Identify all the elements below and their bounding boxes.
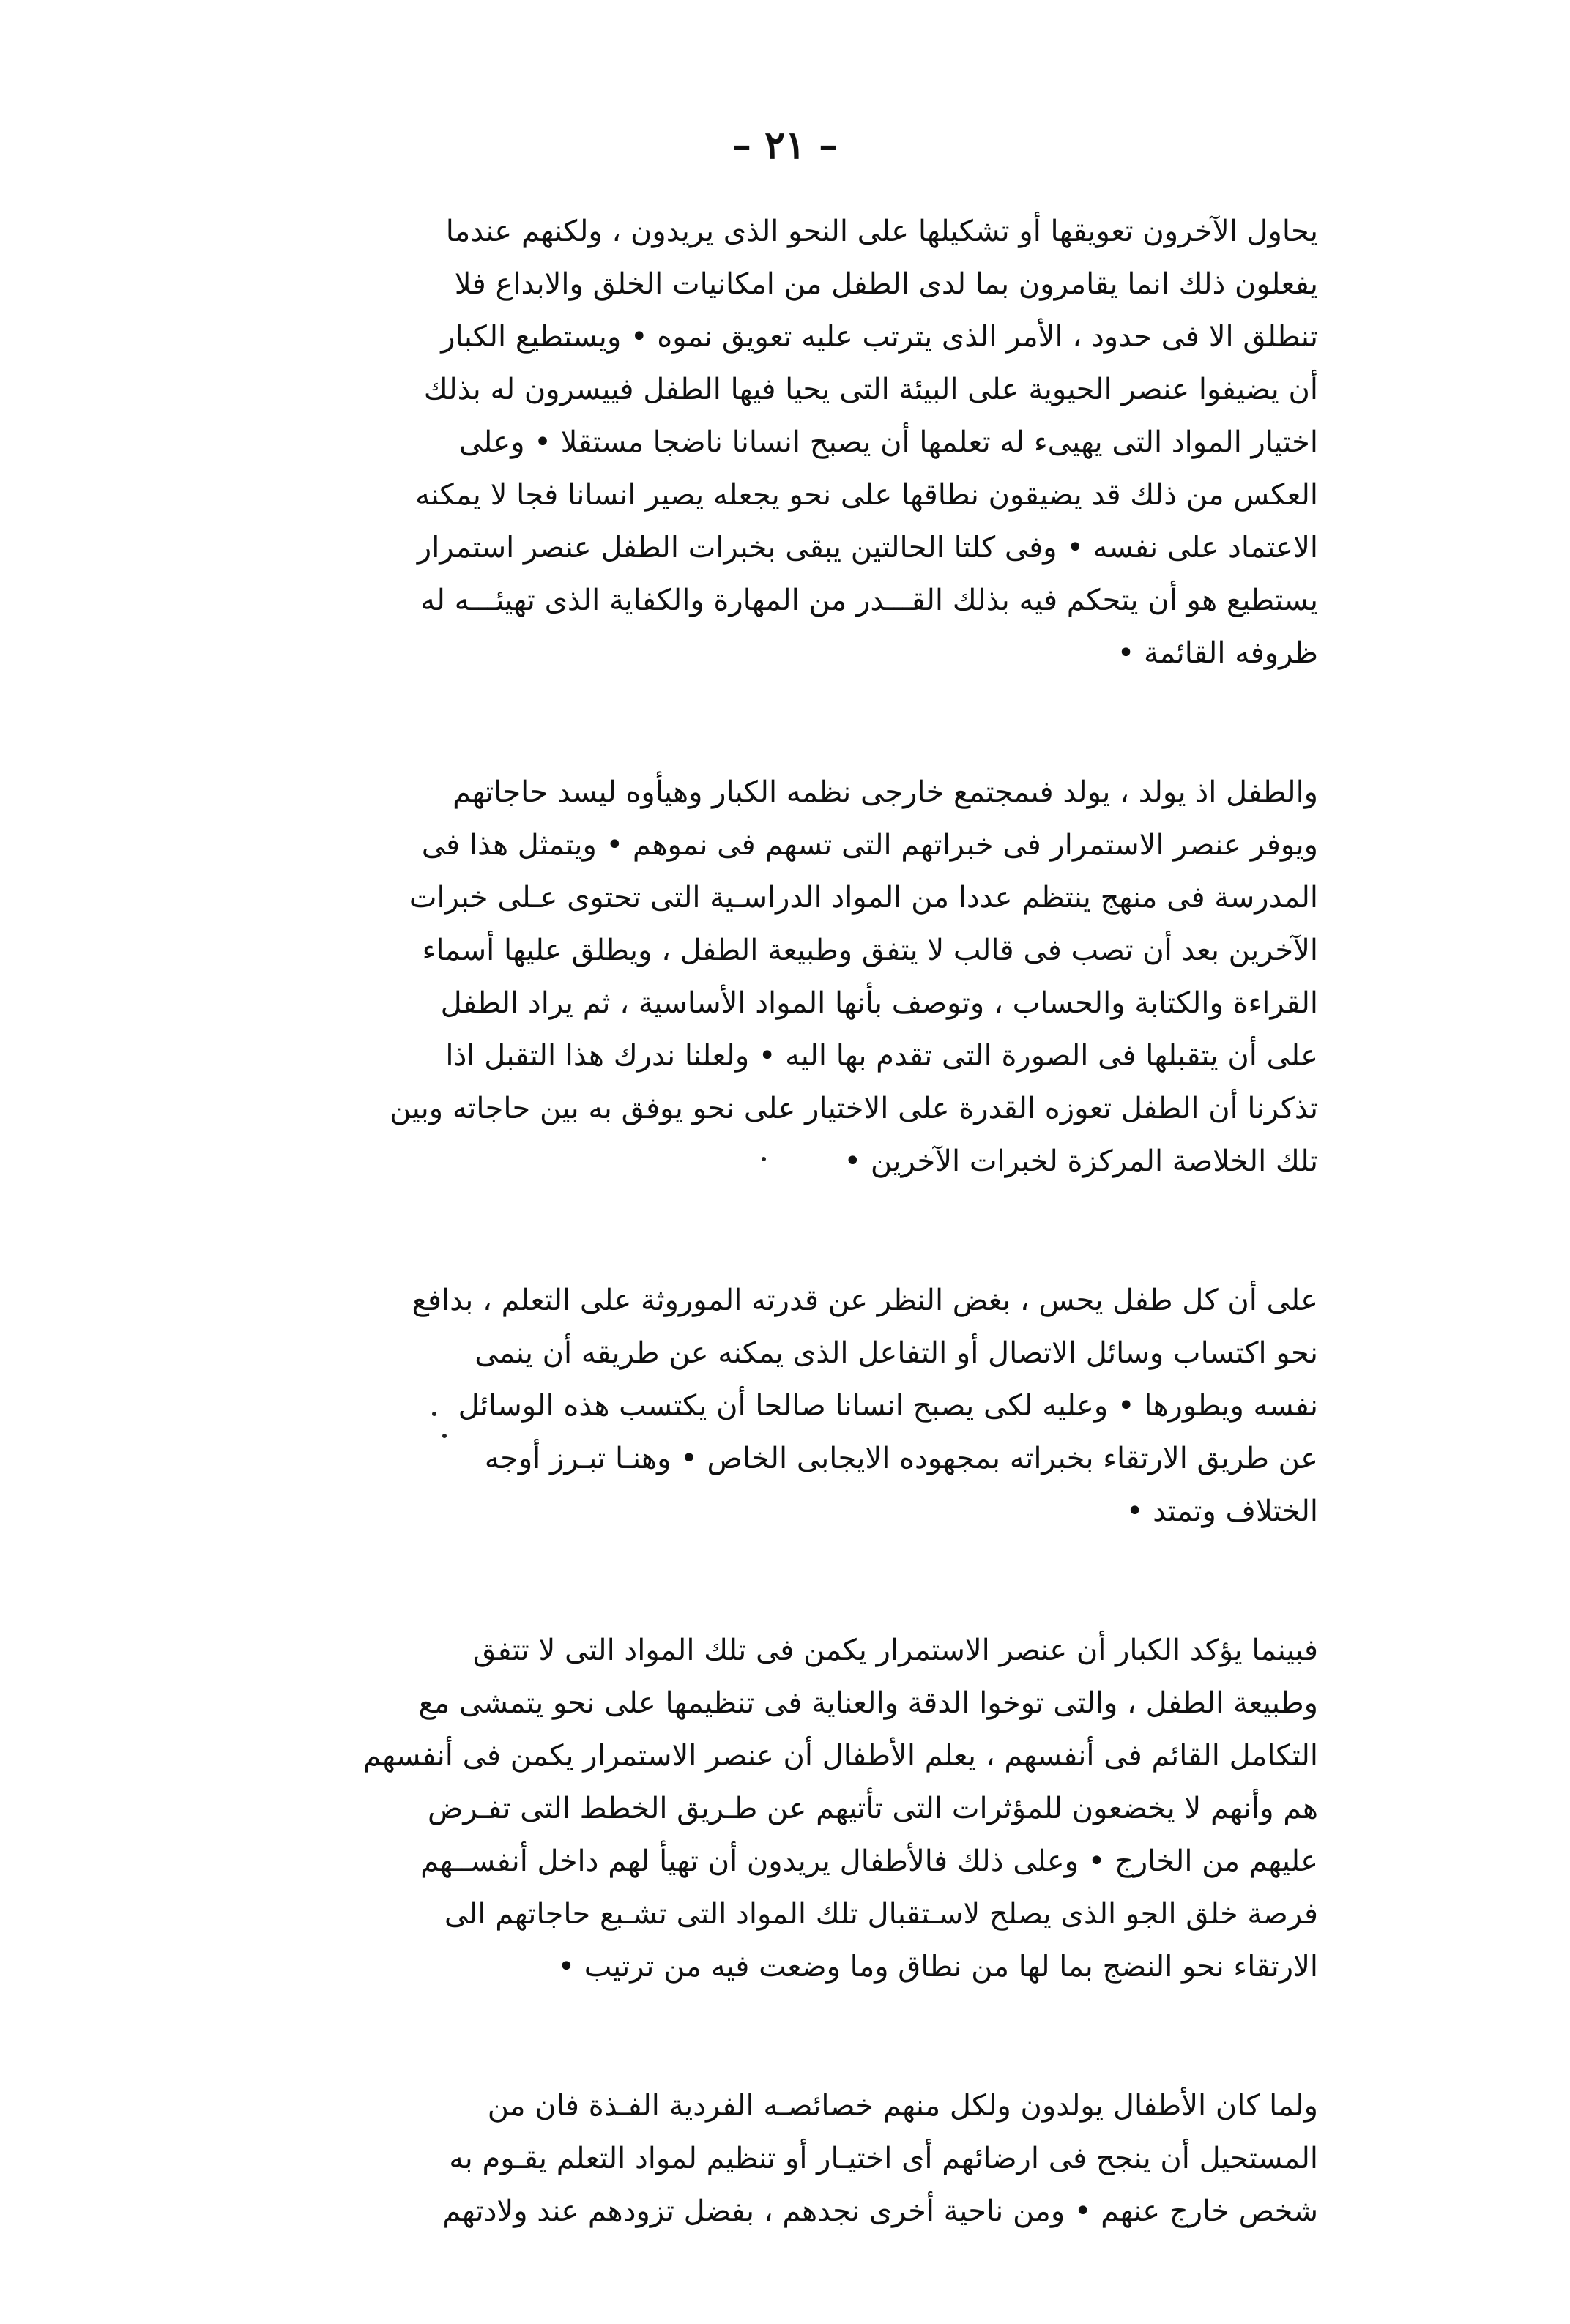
text-line: تلك الخلاصة المركزة لخبرات الآخرين • [844,1144,1318,1178]
text-line: القراءة والكتابة والحساب ، وتوصف بأنها المواد الأساسية ، ثم يراد الطفل [440,986,1318,1020]
text-line: التكامل القائم فى أنفسهم ، يعلم الأطفال أن عنصر الاستمرار يكمن فى أنفسهم [362,1739,1318,1773]
text-line: عن طريق الارتقاء بخبراته بمجهوده الايجابى الخاص • وهنـا تبـرز أوجه [484,1442,1318,1475]
text-line: المدرسة فى منهج ينتظم عددا من المواد الدراسـية التى تحتوى عـلى خبرات [409,881,1318,915]
text-line: عليهم من الخارج • وعلى ذلك فالأطفال يريدون أن تهيأ لهم داخل أنفســهم [420,1844,1318,1878]
text-line: على أن كل طفل يحس ، بغض النظر عن قدرته الموروثة على التعلم ، بدافع [412,1284,1318,1317]
paragraph-3 [220,1274,1318,1538]
text-line: تنطلق الا فى حدود ، الأمر الذى يترتب عليه تعويق نموه • ويستطيع الكبار [441,320,1318,354]
text-line: هم وأنهم لا يخضعون للمؤثرات التى تأتيهم عن طـريق الخطط التى تفـرض [427,1792,1318,1825]
paragraph-2 [220,766,1318,1188]
paragraph-4 [220,1624,1318,1993]
text-line: أن يضيفوا عنصر الحيوية على البيئة التى يحيا فيها الطفل فييسرون له بذلك [423,373,1318,406]
scan-speck [762,1157,766,1161]
text-line: فبينما يؤكد الكبار أن عنصر الاستمرار يكمن فى تلك المواد التى لا تتفق [472,1634,1318,1667]
text-line: يحاول الآخرون تعويقها أو تشكيلها على النحو الذى يريدون ، ولكنهم عندما [445,215,1318,248]
text-line: والطفل اذ يولد ، يولد فىمجتمع خارجى نظمه الكبار وهيأوه ليسد حاجاتهم [453,775,1318,809]
text-line: الختلاف وتمتد • [1126,1494,1318,1528]
page-number: – ٢١ – [732,123,838,168]
text-line: شخص خارج عنهم • ومن ناحية أخرى نجدهم ، بفضل تزودهم عند ولادتهم [442,2194,1318,2228]
text-line: العكس من ذلك قد يضيقون نطاقها على نحو يجعله يصير انسانا فجا لا يمكنه [415,478,1318,512]
text-line: الارتقاء نحو النضج بما لها من نطاق وما وضعت فيه من ترتيب • [557,1950,1318,1984]
text-line: وطبيعة الطفل ، والتى توخوا الدقة والعناية فى تنظيمها على نحو يتمشى مع [418,1686,1318,1720]
text-line: اختيار المواد التى يهيىء له تعلمها أن يصبح انسانا ناضجا مستقلا • وعلى [458,425,1318,459]
paragraph-1 [220,205,1318,679]
text-line: ظروفه القائمة • [1117,636,1318,670]
scan-speck [442,1434,447,1438]
text-line: ولما كان الأطفال يولدون ولكل منهم خصائصـه الفردية الفـذة فان من [487,2089,1318,2123]
text-line: على أن يتقبلها فى الصورة التى تقدم بها اليه • ولعلنا ندرك هذا التقبل اذا [445,1039,1318,1073]
text-line: الاعتماد على نفسه • وفى كلتا الحالتين يبقى بخبرات الطفل عنصر استمرار [417,531,1318,565]
text-line: فرصة خلق الجو الذى يصلح لاسـتقبال تلك المواد التى تشـبع حاجاتهم الى [444,1897,1318,1931]
text-line: تذكرنا أن الطفل تعوزه القدرة على الاختيار على نحو يوفق به بين حاجاته وبين [390,1092,1318,1125]
text-line: ويوفر عنصر الاستمرار فى خبراتهم التى تسهم فى نموهم • ويتمثل هذا فى [421,828,1318,862]
scan-speck [432,1412,436,1416]
text-line: نحو اكتساب وسائل الاتصال أو التفاعل الذى يمكنه عن طريقه أن ينمى [475,1336,1318,1370]
body-text [220,205,1318,2324]
text-line: نفسه ويطورها • وعليه لكى يصبح انسانا صالحا أن يكتسب هذه الوسائل [458,1389,1318,1423]
text-line: المستحيل أن ينجح فى ارضائهم أى اختيـار أو تنظيم لمواد التعلم يقـوم به [449,2142,1318,2175]
text-line: يفعلون ذلك انما يقامرون بما لدى الطفل من امكانيات الخلق والابداع فلا [454,267,1318,301]
text-line: يستطيع هو أن يتحكم فيه بذلك القـــدر من المهارة والكفاية الذى تهيئـــه له [420,584,1318,617]
text-line: الآخرين بعد أن تصب فى قالب لا يتفق وطبيعة الطفل ، ويطلق عليها أسماء [422,934,1318,967]
